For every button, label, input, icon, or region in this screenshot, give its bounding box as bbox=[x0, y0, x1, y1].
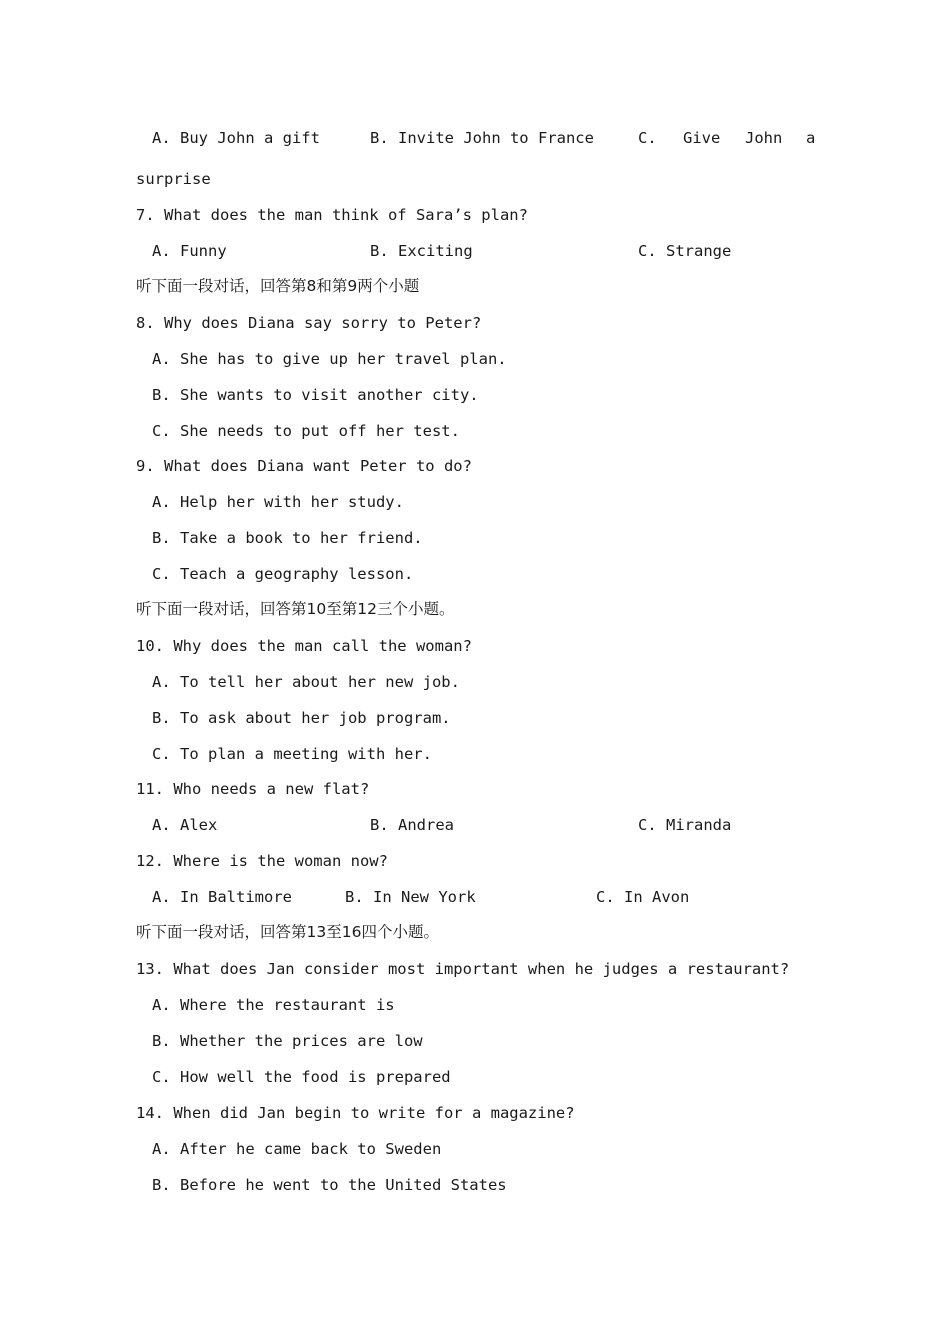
q9-option-a: A. Help her with her study. bbox=[152, 493, 404, 511]
q8-option-b: B. She wants to visit another city. bbox=[152, 386, 479, 404]
section-heading-13-16: 听下面一段对话，回答第13至16四个小题。 bbox=[136, 923, 439, 941]
q14-question: 14. When did Jan begin to write for a magazine? bbox=[136, 1104, 575, 1122]
q12-option-b: B. In New York bbox=[345, 888, 476, 906]
q9-option-b: B. Take a book to her friend. bbox=[152, 529, 423, 547]
q6-option-c-word1: Give bbox=[683, 129, 721, 147]
q12-option-a: A. In Baltimore bbox=[152, 888, 292, 906]
q10-option-a: A. To tell her about her new job. bbox=[152, 673, 460, 691]
q13-question: 13. What does Jan consider most important when he judges a restaurant? bbox=[136, 960, 790, 978]
q8-option-c: C. She needs to put off her test. bbox=[152, 422, 460, 440]
q6-option-b: B. Invite John to France bbox=[370, 129, 594, 147]
q6-option-c-word2: John bbox=[745, 129, 783, 147]
q6-option-c-continuation: surprise bbox=[136, 170, 211, 188]
q6-option-c-word3: a bbox=[806, 129, 816, 147]
q6-option-c-label: C. bbox=[638, 129, 657, 147]
q7-option-c: C. Strange bbox=[638, 242, 732, 260]
q7-question: 7. What does the man think of Sara’s plan? bbox=[136, 206, 528, 224]
q14-option-a: A. After he came back to Sweden bbox=[152, 1140, 442, 1158]
q14-option-b: B. Before he went to the United States bbox=[152, 1176, 507, 1194]
q10-option-b: B. To ask about her job program. bbox=[152, 709, 451, 727]
q7-option-a: A. Funny bbox=[152, 242, 227, 260]
q11-question: 11. Who needs a new flat? bbox=[136, 780, 370, 798]
q8-option-a: A. She has to give up her travel plan. bbox=[152, 350, 507, 368]
q9-option-c: C. Teach a geography lesson. bbox=[152, 565, 414, 583]
section-heading-8-9: 听下面一段对话，回答第8和第9两个小题 bbox=[136, 277, 420, 295]
q11-option-b: B. Andrea bbox=[370, 816, 454, 834]
q7-option-b: B. Exciting bbox=[370, 242, 473, 260]
q10-option-c: C. To plan a meeting with her. bbox=[152, 745, 432, 763]
q9-question: 9. What does Diana want Peter to do? bbox=[136, 457, 472, 475]
q12-question: 12. Where is the woman now? bbox=[136, 852, 388, 870]
q13-option-c: C. How well the food is prepared bbox=[152, 1068, 451, 1086]
q11-option-a: A. Alex bbox=[152, 816, 218, 834]
q13-option-b: B. Whether the prices are low bbox=[152, 1032, 423, 1050]
q13-option-a: A. Where the restaurant is bbox=[152, 996, 395, 1014]
q10-question: 10. Why does the man call the woman? bbox=[136, 637, 472, 655]
q6-option-a: A. Buy John a gift bbox=[152, 129, 320, 147]
q8-question: 8. Why does Diana say sorry to Peter? bbox=[136, 314, 482, 332]
q12-option-c: C. In Avon bbox=[596, 888, 690, 906]
section-heading-10-12: 听下面一段对话，回答第10至第12三个小题。 bbox=[136, 600, 455, 618]
q11-option-c: C. Miranda bbox=[638, 816, 732, 834]
